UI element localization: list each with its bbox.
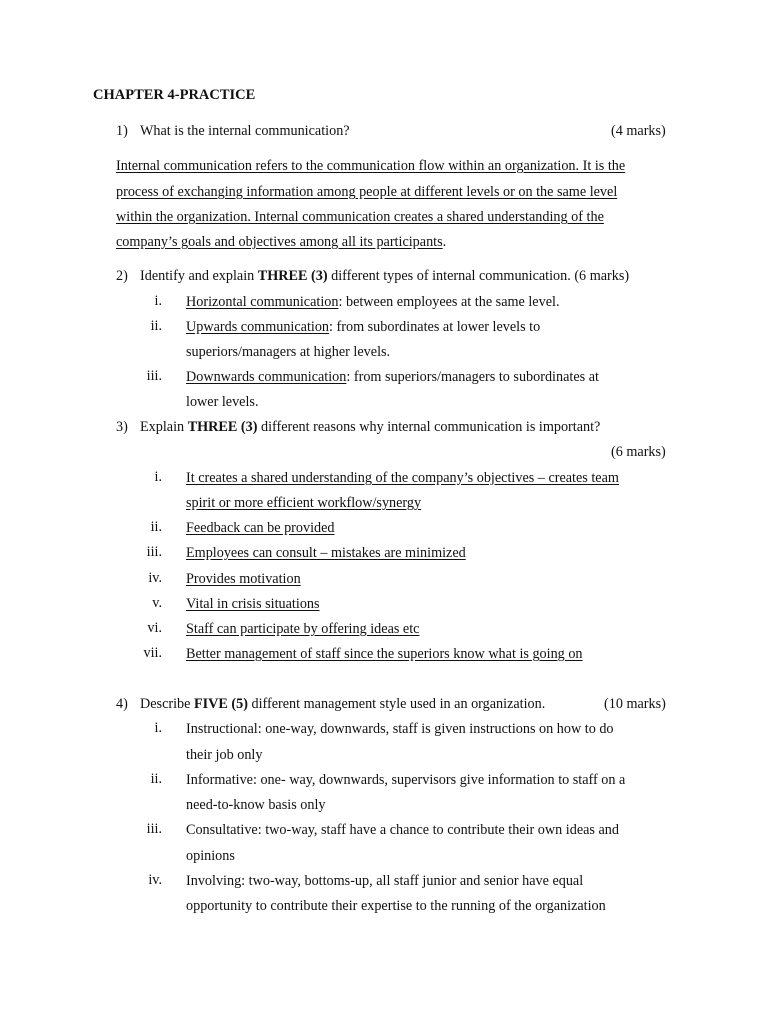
q4-question-pre: Describe <box>140 696 194 712</box>
q2-number: 2) <box>116 268 128 284</box>
q3-item-1-line-2: spirit or more efficient workflow/synergy <box>186 495 422 511</box>
q2-item-3 <box>186 368 599 386</box>
q1-answer-line-1: Internal communication refers to the communication flow within an organization. It is the <box>116 158 626 174</box>
q3-item-5-number: v. <box>152 595 162 611</box>
q3-question-pre: Explain <box>140 419 188 435</box>
q3-item-4-number: iv. <box>148 570 162 586</box>
q4-item-2: Informative: one- way, downwards, supervisors give information to staff on a <box>186 772 626 788</box>
q3-item-7-number: vii. <box>143 645 162 661</box>
q3-item-2-number: ii. <box>150 519 162 535</box>
q1-answer-line-4 <box>116 233 446 251</box>
q4-item-1-line-2: their job only <box>186 747 263 763</box>
q2-item-3-text: : from superiors/managers to subordinates at <box>346 369 599 385</box>
q4-item-3-number: iii. <box>146 821 162 837</box>
q4-question <box>140 695 545 713</box>
q4-item-3-line-2: opinions <box>186 848 235 864</box>
q2-item-3-term: Downwards communication <box>186 369 347 385</box>
q4-item-2-number: ii. <box>150 771 162 787</box>
q4-number: 4) <box>116 696 128 712</box>
q3-question-post: different reasons why internal communication is important? <box>257 419 601 435</box>
chapter-title: CHAPTER 4-PRACTICE <box>93 87 256 103</box>
q2-item-3-line-2: lower levels. <box>186 394 259 410</box>
q3-item-6: Staff can participate by offering ideas etc <box>186 621 420 637</box>
q2-item-1-number: i. <box>154 293 162 309</box>
q3-marks: (6 marks) <box>611 444 666 460</box>
q3-item-3: Employees can consult – mistakes are minimized <box>186 545 466 561</box>
q3-item-7: Better management of staff since the superiors know what is going on <box>186 646 583 662</box>
q2-item-1-term: Horizontal communication <box>186 294 339 310</box>
q3-item-1: It creates a shared understanding of the company’s objectives – creates team <box>186 470 619 486</box>
q3-item-4: Provides motivation <box>186 571 301 587</box>
q2-question <box>140 267 629 285</box>
q4-item-2-line-2: need-to-know basis only <box>186 797 326 813</box>
q4-question-bold: FIVE (5) <box>193 696 248 712</box>
q3-item-2: Feedback can be provided <box>186 520 335 536</box>
q4-item-1-number: i. <box>154 720 162 736</box>
q4-marks: (10 marks) <box>604 696 666 712</box>
q2-item-1-text: : between employees at the same level. <box>338 294 560 310</box>
q3-item-6-number: vi. <box>147 620 162 636</box>
q4-item-4-number: iv. <box>148 872 162 888</box>
q4-question-post: different management style used in an organization. <box>247 696 546 712</box>
q1-number: 1) <box>116 123 128 139</box>
q3-number: 3) <box>116 419 128 435</box>
q3-item-3-number: iii. <box>146 544 162 560</box>
q3-item-1-number: i. <box>154 469 162 485</box>
q3-question-bold: THREE (3) <box>187 419 258 435</box>
q2-item-1 <box>186 293 560 311</box>
q2-item-2-number: ii. <box>150 318 162 334</box>
q2-question-post: different types of internal communication. (6 marks) <box>327 268 630 284</box>
q2-item-2 <box>186 318 540 336</box>
q4-item-1: Instructional: one-way, downwards, staff is given instructions on how to do <box>186 721 614 737</box>
q2-item-2-text: : from subordinates at lower levels to <box>329 319 541 335</box>
q4-item-4-line-2: opportunity to contribute their expertise to the running of the organization <box>186 898 606 914</box>
q4-item-4: Involving: two-way, bottoms-up, all staff junior and senior have equal <box>186 873 584 889</box>
q1-question: What is the internal communication? <box>140 123 350 139</box>
q2-question-pre: Identify and explain <box>140 268 258 284</box>
q2-item-2-term: Upwards communication <box>186 319 330 335</box>
q3-question <box>140 418 600 436</box>
q1-answer-line-3: within the organization. Internal communication creates a shared understanding of the <box>116 209 604 225</box>
q1-marks: (4 marks) <box>611 123 666 139</box>
q4-item-3: Consultative: two-way, staff have a chance to contribute their own ideas and <box>186 822 619 838</box>
q2-item-3-number: iii. <box>146 368 162 384</box>
q1-answer-line-2: process of exchanging information among people at different levels or on the same level <box>116 184 618 200</box>
q2-item-2-line-2: superiors/managers at higher levels. <box>186 344 391 360</box>
q2-question-bold: THREE (3) <box>257 268 328 284</box>
q1-answer-end: . <box>442 234 447 250</box>
q1-answer-line-4-text: company’s goals and objectives among all its participants <box>116 234 443 250</box>
q3-item-5: Vital in crisis situations <box>186 596 320 612</box>
